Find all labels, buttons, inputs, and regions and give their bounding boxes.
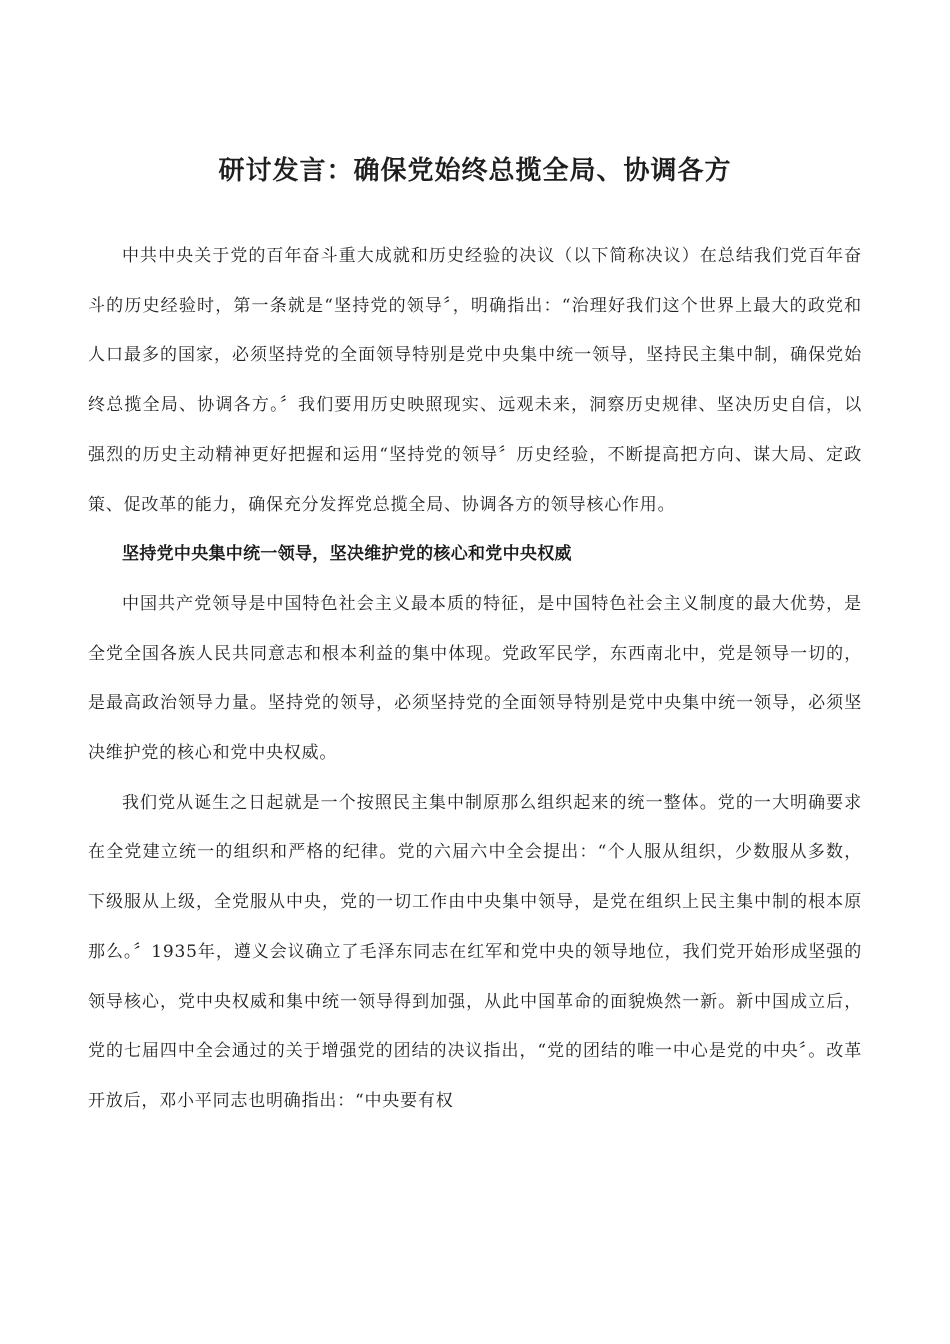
document-title: 研讨发言：确保党始终总揽全局、协调各方: [218, 156, 732, 186]
section-heading: 坚持党中央集中统一领导，坚决维护党的核心和党中央权威: [122, 544, 572, 565]
document-body: [88, 232, 862, 1127]
paragraph-party-history: 我们党从诞生之日起就是一个按照民主集中制原那么组织起来的统一整体。党的一大明确要求在全党建立统一的组织和严格的纪律。党的六届六中全会提出：“个人服从组织，少数服从多数，下级服从上级，全党服从中央，党的一切工作由中央集中领导，是党在组织上民主集中制的根本原那么。〞1935年，遵义会议确立了毛泽东同志在红军和党中央的领导地位，我们党开始形成坚强的领导核心，党中央权威和集中统一领导得到加强，从此中国革命的面貌焕然一新。新中国成立后，党的七届四中全会通过的关于增强党的团结的决议指出，“党的团结的唯一中心是党的中央〞。改革开放后，邓小平同志也明确指出：“中央要有权: [88, 792, 862, 1111]
paragraph-party-leadership: 中国共产党领导是中国特色社会主义最本质的特征，是中国特色社会主义制度的最大优势，是全党全国各族人民共同意志和根本利益的集中体现。党政军民学，东西南北中，党是领导一切的，是最高政治领导力量。坚持党的领导，必须坚持党的全面领导特别是党中央集中统一领导，必须坚决维护党的核心和党中央权威。: [88, 593, 862, 764]
paragraph-intro: 中共中央关于党的百年奋斗重大成就和历史经验的决议（以下简称决议）在总结我们党百年奋斗的历史经验时，第一条就是“坚持党的领导〞，明确指出：“治理好我们这个世界上最大的政党和人口最多的国家，必须坚持党的全面领导特别是党中央集中统一领导，坚持民主集中制，确保党始终总揽全局、协调各方。〞我们要用历史映照现实、远观未来，洞察历史规律、坚决历史自信，以强烈的历史主动精神更好把握和运用“坚持党的领导〞历史经验，不断提高把方向、谋大局、定政策、促改革的能力，确保充分发挥党总揽全局、协调各方的领导核心作用。: [88, 246, 862, 515]
